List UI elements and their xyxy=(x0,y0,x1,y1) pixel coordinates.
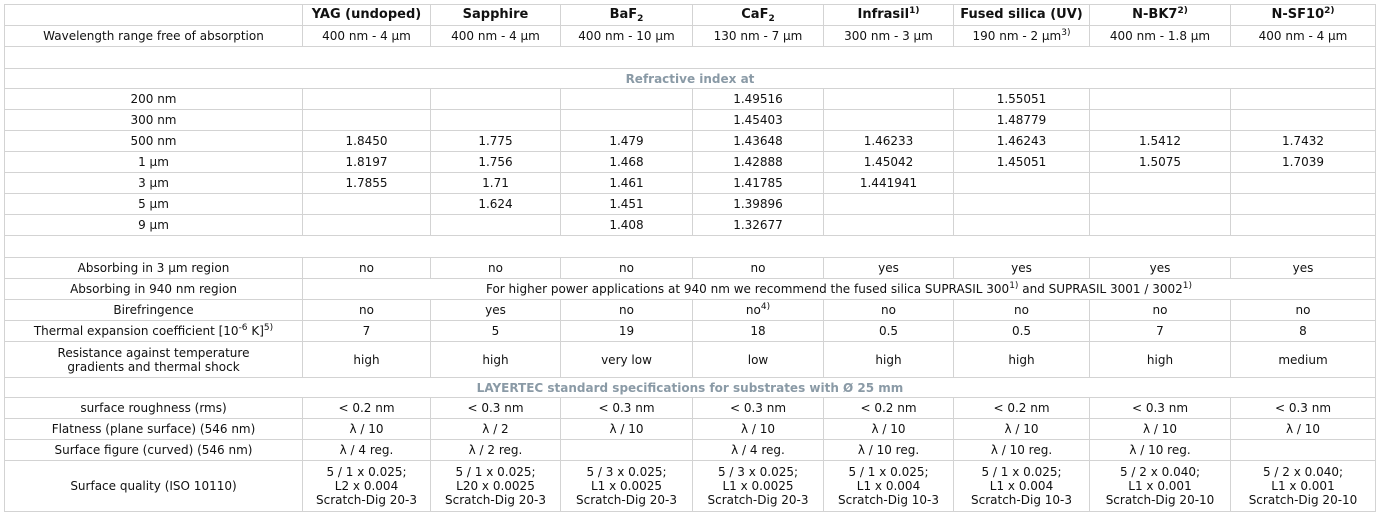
spec-row xyxy=(5,419,1376,440)
spec-cell: λ / 10 reg. xyxy=(1090,440,1231,461)
spacer-cell xyxy=(5,47,1376,69)
refractive-index-cell xyxy=(824,194,954,215)
refractive-index-cell: 1.479 xyxy=(561,131,693,152)
resistance-cell: high xyxy=(431,342,561,378)
spec-cell xyxy=(1231,440,1376,461)
footnote-mark: 1) xyxy=(1182,281,1193,291)
absorbing-3um-cell: yes xyxy=(1231,258,1376,279)
spec-cell: < 0.3 nm xyxy=(1090,398,1231,419)
row-label: 300 nm xyxy=(5,110,303,131)
refractive-index-cell xyxy=(824,110,954,131)
cell-value: no xyxy=(1014,303,1029,317)
spec-cell: λ / 10 reg. xyxy=(824,440,954,461)
refractive-index-cell xyxy=(1231,110,1376,131)
material-header-7 xyxy=(1231,5,1376,26)
refractive-index-cell xyxy=(824,215,954,236)
resistance-cell: high xyxy=(954,342,1090,378)
refractive-index-row xyxy=(5,152,1376,173)
refractive-index-cell xyxy=(303,194,431,215)
label-line: Resistance against temperature xyxy=(57,345,250,360)
absorbing-3um-cell: no xyxy=(431,258,561,279)
cell-value: 400 nm - 1.8 µm xyxy=(1109,29,1211,43)
quality-line: 5 / 2 x 0.040; xyxy=(1262,465,1344,479)
quality-line: L1 x 0.0025 xyxy=(722,479,794,493)
resistance-row xyxy=(5,342,1376,378)
absorbing-3um-cell: yes xyxy=(824,258,954,279)
refractive-index-cell: 1.45051 xyxy=(954,152,1090,173)
quality-line: Scratch-Dig 10-3 xyxy=(838,493,939,507)
surface-quality-cell xyxy=(1231,461,1376,512)
wavelength-range-cell xyxy=(824,26,954,47)
row-label: 5 µm xyxy=(5,194,303,215)
thermal-expansion-cell: 0.5 xyxy=(824,321,954,342)
row-label: 9 µm xyxy=(5,215,303,236)
cell-value: 400 nm - 4 µm xyxy=(1258,29,1348,43)
spec-cell: λ / 4 reg. xyxy=(693,440,824,461)
row-label xyxy=(5,342,303,378)
material-header-1 xyxy=(431,5,561,26)
quality-line: 5 / 1 x 0.025; xyxy=(326,465,407,479)
refractive-index-cell xyxy=(431,89,561,110)
spacer-cell xyxy=(5,236,1376,258)
footnote-mark: 1) xyxy=(909,6,920,16)
birefringence-cell xyxy=(824,300,954,321)
quality-line: L2 x 0.004 xyxy=(334,479,399,493)
cell-value: 400 nm - 10 µm xyxy=(578,29,675,43)
substrate-materials-table xyxy=(4,4,1376,512)
wavelength-range-cell xyxy=(431,26,561,47)
quality-line: 5 / 3 x 0.025; xyxy=(586,465,667,479)
refractive-index-row xyxy=(5,131,1376,152)
quality-line: L1 x 0.001 xyxy=(1271,479,1335,493)
cell-value: yes xyxy=(485,303,506,317)
absorbing-3um-row xyxy=(5,258,1376,279)
cell-value: 190 nm - 2 µm xyxy=(972,29,1062,43)
quality-line: 5 / 3 x 0.025; xyxy=(717,465,799,479)
spacer-row xyxy=(5,236,1376,258)
refractive-index-cell: 1.45042 xyxy=(824,152,954,173)
cell-value: no xyxy=(359,303,374,317)
absorbing-3um-cell: yes xyxy=(1090,258,1231,279)
refractive-index-cell: 1.32677 xyxy=(693,215,824,236)
material-header-3 xyxy=(693,5,824,26)
wavelength-range-cell xyxy=(561,26,693,47)
birefringence-cell xyxy=(954,300,1090,321)
refractive-index-cell: 1.39896 xyxy=(693,194,824,215)
refractive-index-cell xyxy=(303,110,431,131)
row-label: Flatness (plane surface) (546 nm) xyxy=(5,419,303,440)
footnote-mark: 3) xyxy=(1061,28,1071,38)
spec-cell: λ / 10 xyxy=(561,419,693,440)
material-header-5 xyxy=(954,5,1090,26)
surface-quality-row xyxy=(5,461,1376,512)
refractive-index-row xyxy=(5,110,1376,131)
material-name: N-SF10 xyxy=(1271,7,1325,22)
quality-line: Scratch-Dig 20-3 xyxy=(316,493,417,507)
spec-cell: < 0.3 nm xyxy=(693,398,824,419)
material-header-2 xyxy=(561,5,693,26)
section-title: LAYERTEC standard specifications for substrates with Ø 25 mm xyxy=(5,378,1376,398)
quality-line: Scratch-Dig 20-10 xyxy=(1105,493,1215,507)
quality-line: Scratch-Dig 20-10 xyxy=(1248,493,1358,507)
material-header-4 xyxy=(824,5,954,26)
refractive-index-cell: 1.408 xyxy=(561,215,693,236)
resistance-cell: medium xyxy=(1231,342,1376,378)
row-label: surface roughness (rms) xyxy=(5,398,303,419)
quality-line: L1 x 0.004 xyxy=(989,479,1054,493)
refractive-index-cell: 1.756 xyxy=(431,152,561,173)
spec-cell: λ / 10 reg. xyxy=(954,440,1090,461)
quality-line: L1 x 0.001 xyxy=(1128,479,1192,493)
refractive-index-cell: 1.42888 xyxy=(693,152,824,173)
quality-line: L1 x 0.004 xyxy=(856,479,921,493)
wavelength-range-cell xyxy=(1231,26,1376,47)
refractive-index-cell: 1.461 xyxy=(561,173,693,194)
material-header-6 xyxy=(1090,5,1231,26)
surface-quality-cell xyxy=(824,461,954,512)
row-label: Absorbing in 3 µm region xyxy=(5,258,303,279)
surface-quality-cell xyxy=(561,461,693,512)
refractive-index-cell xyxy=(954,173,1090,194)
quality-line: L1 x 0.0025 xyxy=(590,479,663,493)
row-label: Birefringence xyxy=(5,300,303,321)
birefringence-cell xyxy=(303,300,431,321)
cell-value: no xyxy=(1295,303,1311,317)
refractive-index-cell: 1.5412 xyxy=(1090,131,1231,152)
resistance-cell: high xyxy=(303,342,431,378)
refractive-index-cell: 1.7432 xyxy=(1231,131,1376,152)
spec-cell: λ / 10 xyxy=(824,419,954,440)
row-label: 200 nm xyxy=(5,89,303,110)
cell-value: no xyxy=(1152,303,1168,317)
wavelength-range-row xyxy=(5,26,1376,47)
quality-line: Scratch-Dig 10-3 xyxy=(971,493,1072,507)
spacer-row xyxy=(5,47,1376,69)
refractive-index-cell: 1.624 xyxy=(431,194,561,215)
wavelength-range-cell xyxy=(303,26,431,47)
spec-cell: < 0.3 nm xyxy=(431,398,561,419)
birefringence-cell xyxy=(431,300,561,321)
refractive-index-cell: 1.5075 xyxy=(1090,152,1231,173)
refractive-index-cell xyxy=(1231,89,1376,110)
birefringence-cell xyxy=(1090,300,1231,321)
spec-section-row xyxy=(5,378,1376,398)
row-label: 500 nm xyxy=(5,131,303,152)
thermal-expansion-row xyxy=(5,321,1376,342)
refractive-index-cell: 1.468 xyxy=(561,152,693,173)
absorbing-3um-cell: yes xyxy=(954,258,1090,279)
refractive-index-cell: 1.43648 xyxy=(693,131,824,152)
spec-cell: λ / 10 xyxy=(1231,419,1376,440)
header-corner xyxy=(5,5,303,26)
material-name: N-BK7 xyxy=(1132,7,1178,22)
note-text: and SUPRASIL 3001 / 3002 xyxy=(1022,282,1183,296)
birefringence-row xyxy=(5,300,1376,321)
material-name: BaF xyxy=(609,7,638,22)
refractive-index-cell: 1.7039 xyxy=(1231,152,1376,173)
spec-cell: λ / 4 reg. xyxy=(303,440,431,461)
quality-line: Scratch-Dig 20-3 xyxy=(707,493,809,507)
thermal-expansion-cell: 7 xyxy=(303,321,431,342)
cell-value: 300 nm - 3 µm xyxy=(844,29,933,43)
spec-cell: < 0.2 nm xyxy=(954,398,1090,419)
birefringence-cell xyxy=(561,300,693,321)
material-header-0 xyxy=(303,5,431,26)
refractive-index-cell xyxy=(1231,215,1376,236)
surface-quality-cell xyxy=(954,461,1090,512)
spec-cell: < 0.3 nm xyxy=(1231,398,1376,419)
material-name: Infrasil xyxy=(857,7,910,22)
footnote-mark: 1) xyxy=(1009,281,1019,291)
quality-line: Scratch-Dig 20-3 xyxy=(445,493,546,507)
quality-line: 5 / 1 x 0.025; xyxy=(848,465,929,479)
thermal-expansion-cell: 0.5 xyxy=(954,321,1090,342)
row-label: Wavelength range free of absorption xyxy=(5,26,303,47)
spec-cell: λ / 2 reg. xyxy=(431,440,561,461)
footnote-mark: 2) xyxy=(1177,6,1188,16)
cell-value: 130 nm - 7 µm xyxy=(713,29,803,43)
row-label: 1 µm xyxy=(5,152,303,173)
spec-cell: < 0.2 nm xyxy=(824,398,954,419)
spec-cell: < 0.3 nm xyxy=(561,398,693,419)
refractive-index-cell xyxy=(1090,173,1231,194)
spec-cell: λ / 2 xyxy=(431,419,561,440)
quality-line: Scratch-Dig 20-3 xyxy=(576,493,677,507)
absorbing-3um-cell: no xyxy=(303,258,431,279)
table-header-row xyxy=(5,5,1376,26)
footnote-mark: 2) xyxy=(1324,6,1335,16)
spec-cell: λ / 10 xyxy=(693,419,824,440)
refractive-index-row xyxy=(5,215,1376,236)
spec-cell: λ / 10 xyxy=(1090,419,1231,440)
wavelength-range-cell xyxy=(693,26,824,47)
footnote-mark: 4) xyxy=(760,302,771,312)
refractive-index-cell xyxy=(824,89,954,110)
spec-cell: < 0.2 nm xyxy=(303,398,431,419)
spec-cell: λ / 10 xyxy=(954,419,1090,440)
thermal-expansion-cell: 19 xyxy=(561,321,693,342)
refractive-index-cell xyxy=(1090,110,1231,131)
cell-value: no xyxy=(881,303,896,317)
surface-quality-cell xyxy=(431,461,561,512)
material-name: CaF xyxy=(741,7,769,22)
refractive-index-cell: 1.55051 xyxy=(954,89,1090,110)
cell-value: no xyxy=(619,303,634,317)
refractive-index-cell xyxy=(303,215,431,236)
row-label: Surface quality (ISO 10110) xyxy=(5,461,303,512)
material-name: Fused silica (UV) xyxy=(960,7,1083,22)
row-label xyxy=(5,321,303,342)
refractive-index-cell: 1.46233 xyxy=(824,131,954,152)
material-name: YAG (undoped) xyxy=(311,7,422,22)
refractive-index-cell xyxy=(561,89,693,110)
refractive-index-cell: 1.48779 xyxy=(954,110,1090,131)
thermal-expansion-cell: 8 xyxy=(1231,321,1376,342)
label-unit: K] xyxy=(247,324,264,338)
birefringence-cell xyxy=(1231,300,1376,321)
refractive-section-row xyxy=(5,69,1376,89)
refractive-index-row xyxy=(5,89,1376,110)
section-title: Refractive index at xyxy=(5,69,1376,89)
refractive-index-cell: 1.441941 xyxy=(824,173,954,194)
refractive-index-cell: 1.41785 xyxy=(693,173,824,194)
refractive-index-row xyxy=(5,194,1376,215)
cell-value: no xyxy=(745,303,761,317)
refractive-index-cell: 1.46243 xyxy=(954,131,1090,152)
label-line: gradients and thermal shock xyxy=(67,359,240,374)
footnote-mark: 5) xyxy=(263,323,274,333)
spec-cell: λ / 10 xyxy=(303,419,431,440)
wavelength-range-cell xyxy=(954,26,1090,47)
surface-quality-cell xyxy=(693,461,824,512)
note-text: For higher power applications at 940 nm we recommend the fused silica SUPRASIL 300 xyxy=(485,282,1010,296)
thermal-expansion-cell: 5 xyxy=(431,321,561,342)
refractive-index-cell xyxy=(431,110,561,131)
exponent: -6 xyxy=(238,323,248,333)
birefringence-cell xyxy=(693,300,824,321)
refractive-index-cell xyxy=(1090,194,1231,215)
refractive-index-row xyxy=(5,173,1376,194)
row-label: 3 µm xyxy=(5,173,303,194)
refractive-index-cell: 1.775 xyxy=(431,131,561,152)
refractive-index-cell: 1.71 xyxy=(431,173,561,194)
thermal-expansion-cell: 7 xyxy=(1090,321,1231,342)
material-subscript: 2 xyxy=(637,14,644,24)
quality-line: 5 / 1 x 0.025; xyxy=(455,465,536,479)
row-label: Surface figure (curved) (546 nm) xyxy=(5,440,303,461)
absorbing-3um-cell: no xyxy=(561,258,693,279)
refractive-index-cell: 1.49516 xyxy=(693,89,824,110)
refractive-index-cell xyxy=(954,194,1090,215)
refractive-index-cell xyxy=(1231,173,1376,194)
resistance-cell: high xyxy=(1090,342,1231,378)
quality-line: L20 x 0.0025 xyxy=(456,479,535,493)
label-text: Thermal expansion coefficient [10 xyxy=(33,324,239,338)
cell-value: 400 nm - 4 µm xyxy=(322,29,411,43)
absorbing-940nm-note xyxy=(303,279,1376,300)
quality-line: 5 / 1 x 0.025; xyxy=(981,465,1062,479)
refractive-index-cell xyxy=(1231,194,1376,215)
absorbing-3um-cell: no xyxy=(693,258,824,279)
thermal-expansion-cell: 18 xyxy=(693,321,824,342)
refractive-index-cell xyxy=(561,110,693,131)
surface-quality-cell xyxy=(1090,461,1231,512)
refractive-index-cell: 1.7855 xyxy=(303,173,431,194)
row-label: Absorbing in 940 nm region xyxy=(5,279,303,300)
refractive-index-cell: 1.451 xyxy=(561,194,693,215)
refractive-index-cell: 1.8450 xyxy=(303,131,431,152)
resistance-cell: very low xyxy=(561,342,693,378)
refractive-index-cell xyxy=(954,215,1090,236)
cell-value: 400 nm - 4 µm xyxy=(451,29,540,43)
material-name: Sapphire xyxy=(462,7,529,22)
material-subscript: 2 xyxy=(768,14,775,24)
refractive-index-cell: 1.45403 xyxy=(693,110,824,131)
wavelength-range-cell xyxy=(1090,26,1231,47)
resistance-cell: high xyxy=(824,342,954,378)
refractive-index-cell xyxy=(431,215,561,236)
refractive-index-cell xyxy=(303,89,431,110)
refractive-index-cell: 1.8197 xyxy=(303,152,431,173)
spec-cell xyxy=(561,440,693,461)
resistance-cell: low xyxy=(693,342,824,378)
spec-row xyxy=(5,440,1376,461)
spec-row xyxy=(5,398,1376,419)
absorbing-940nm-row xyxy=(5,279,1376,300)
quality-line: 5 / 2 x 0.040; xyxy=(1119,465,1201,479)
surface-quality-cell xyxy=(303,461,431,512)
refractive-index-cell xyxy=(1090,89,1231,110)
refractive-index-cell xyxy=(1090,215,1231,236)
